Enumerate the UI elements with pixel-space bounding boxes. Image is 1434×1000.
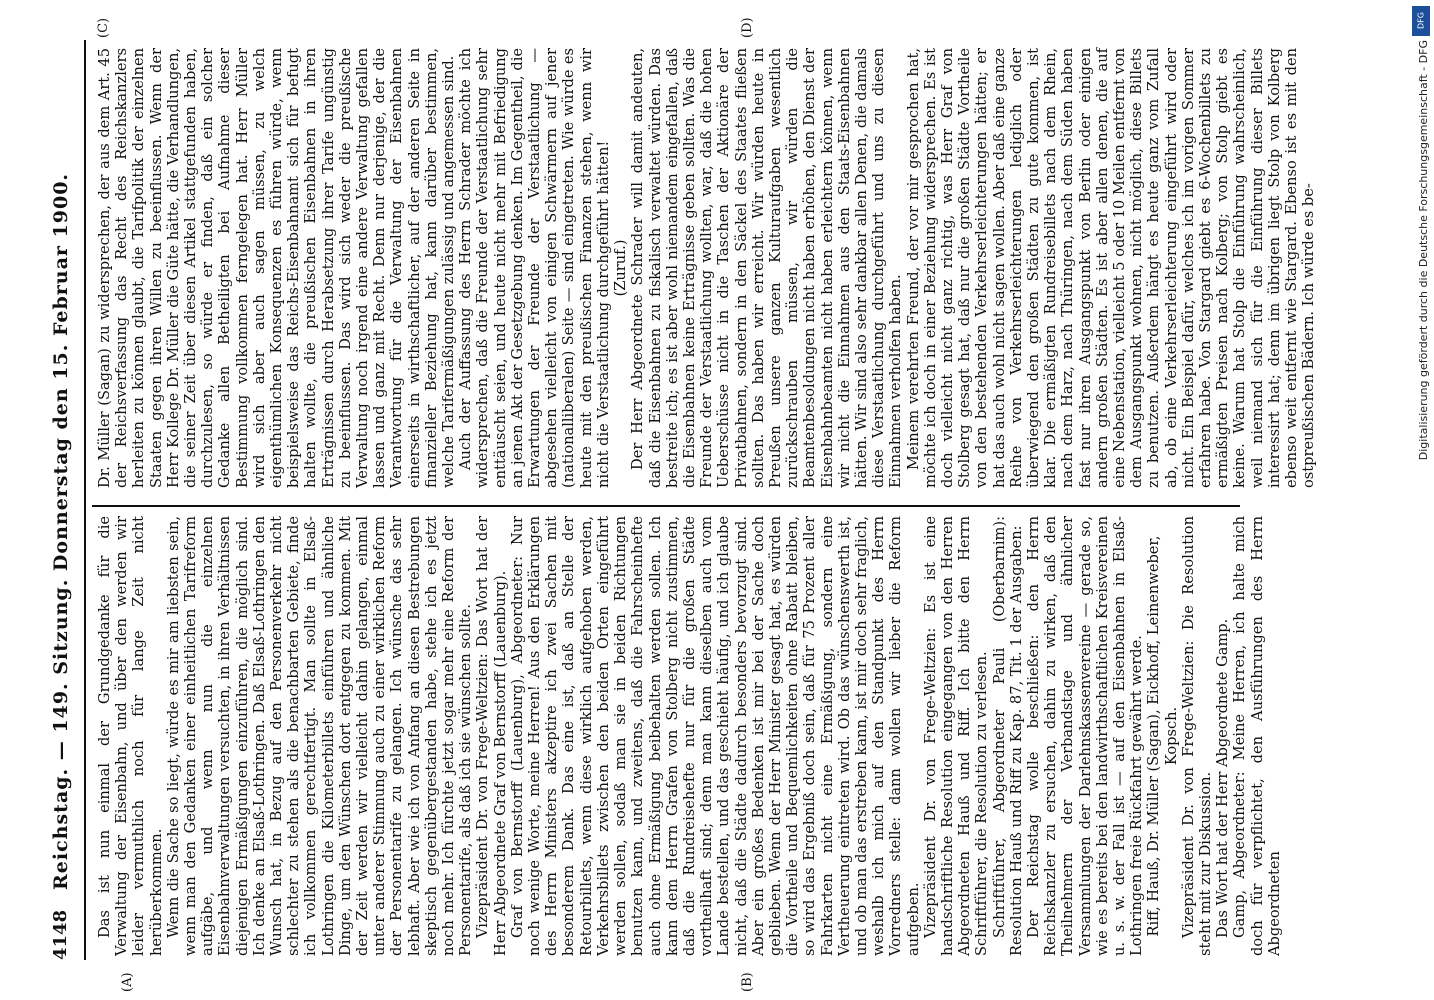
paragraph: Das ist nun einmal der Grundgedanke für die Verwaltung der Eisenbahn, und über den werden wir leider vermuthlich noch für lange Zeit nicht herüberkommen. <box>96 516 165 956</box>
header-rule <box>84 40 86 960</box>
dfg-logo: DFG <box>1412 6 1430 36</box>
resolution-text: Der Reichstag wolle beschließen: den Herrn Reichskanzler zu ersuchen, dahin zu wirken, daß den Theilnehmern der Verbandstage und ähnlicher Versammlungen der Darlehnskassenvereine — gerade so, wie es bereits bei den landwirthschaftlichen Kreisvereinen u. s. w. der Fall ist — auf den Eisenbahnen in Elsaß-Lothringen freie Rückfahrt gewährt werde. <box>1024 516 1146 956</box>
page-number: 4148 <box>50 909 71 960</box>
signatories: Riff, Hauß, Dr. Müller (Sagan), Eickhoff, Leinenweber, Kopsch. <box>1145 535 1180 937</box>
margin-marker-d: (D) <box>740 17 755 38</box>
right-column <box>96 48 1317 488</box>
credit-sidebar <box>1408 0 1434 1000</box>
paragraph: Dr. Müller (Sagan) zu widersprechen, der aus dem Art. 45 der Reichsverfassung das Recht des Reichskanzlers herleiten zu können glaubt, die Tarifpolitik der einzelnen Staaten gegen ihren Willen zu beeinflussen. Wenn der Herr Kollege Dr. Müller die Güte hätte, die Verhandlungen, die seiner Zeit über diesen Artikel stattgefunden haben, durchzulesen, so würde er finden, daß ein solcher Gedanke allen Betheiligten bei Aufnahme dieser Bestimmung vollkommen ferngelegen hat. Herr Müller wird sich aber auch sagen müssen, zu welch eigenthümlichen Konsequenzen es führen würde, wenn beispielsweise das Reichs-Eisenbahnamt sich für befugt halten wollte, die preußischen Eisenbahnen in ihren Erträgnissen durch Herabsetzung ihrer Tarife ungünstig zu beeinflussen. Das wird sich weder die preußische Verwaltung noch irgend eine andere Verwaltung gefallen lassen und ganz mit Recht. Denn nur derjenige, der die Verantwortung für die Verwaltung der Eisenbahnen einerseits in wirthschaftlicher, auf der anderen Seite in finanzieller Beziehung hat, kann darüber bestimmen, welche Tarifermäßigungen zulässig und angemessen sind. <box>96 48 458 488</box>
margin-marker-c: (C) <box>96 17 111 38</box>
paragraph: Das Wort hat der Herr Abgeordnete Gamp. <box>1214 618 1232 938</box>
margin-marker-b: (B) <box>740 972 755 992</box>
running-title: Reichstag. — 149. Sitzung. Donnerstag den 15. Februar 1900. <box>50 172 72 890</box>
paragraph: Wenn die Sache so liegt, würde es mir am liebsten sein, wenn man den Gedanken einer einheitlichen Tarifreform aufgäbe, und wenn nun die einzelnen Eisenbahnverwaltungen versuchten, in ihren Verhältnissen diejenigen Ermäßigungen einzuführen, die möglich sind. Ich denke an Elsaß-Lothringen. Daß Elsaß-Lothringen den Wunsch hat, in Bezug auf den Personenverkehr nicht schlechter zu stehen als die benachbarten Gebiete, finde ich vollkommen gerechtfertigt. Man sollte in Elsaß-Lothringen die Kilometerbillets einführen und ähnliche Dinge, um den Wünschen dort entgegen zu kommen. Mit der Zeit werden wir vielleicht dahin gelangen, einmal unter anderer Stimmung auch zu einer wirklichen Reform der Personentarife zu gelangen. Ich wünsche das sehr lebhaft. Aber wie ich von Anfang an diesen Bestrebungen skeptisch gegenübergestanden habe, stehe ich es jetzt noch mehr. Ich fürchte jetzt sogar mehr eine Reform der Personentarife, als daß ich sie wünschen sollte. <box>164 516 475 956</box>
paragraph: Schriftführer, Abgeordneter Pauli (Oberbarnim): Resolution Hauß und Riff zu Kap. 87, Tit. 1 der Ausgaben: <box>990 516 1025 956</box>
digitization-credit: Digitalisierung gefördert durch die Deutsche Forschungsgemeinschaft - DFG <box>1417 40 1430 461</box>
paragraph: Der Herr Abgeordnete Schrader will damit andeuten, daß die Eisenbahnen zu fiskalisch verwaltet würden. Das bestreite ich; es ist aber wohl niemandem eingefallen, daß die Eisenbahnen keine Erträgnisse geben sollten. Was die Freunde der Verstaatlichung wollten, war, daß die hohen Ueberschüsse nicht in die Taschen der Aktionäre der Privatbahnen, sondern in den Säckel des Staates fließen sollten. Das haben wir erreicht. Wir würden heute in Preußen unsere ganzen Kulturaufgaben wesentlich zurückschrauben müssen, wir würden die Beamtenbesoldungen nicht haben erhöhen, den Dienst der Eisenbahnbeamten nicht haben erleichtern können, wenn wir nicht die Einnahmen aus den Staats-Eisenbahnen hätten. Wir sind also sehr dankbar allen Denen, die damals diese Verstaatlichung durchgeführt und uns zu diesen Einnahmen verholfen haben. <box>629 48 905 488</box>
paragraph: Meinem verehrten Freund, der vor mir gesprochen hat, möchte ich doch in einer Beziehung widersprechen. Es ist doch vielleicht nicht ganz richtig, was Herr Graf von Stolberg gesagt hat, daß nur die großen Städte Vortheile von den bestehenden Verkehrserleichterungen hätten; er hat das auch wohl nicht sagen wollen. Aber daß eine ganze Reihe von Verkehrserleichterungen lediglich oder überwiegend den großen Städten zu gute kommen, ist klar. Die ermäßigten Rundreisebillets nach dem Rhein, nach dem Harz, nach Thüringen, nach dem Süden haben fast nur ihren Ausgangspunkt von Berlin oder einigen andern großen Städten. Es ist aber allen denen, die auf eine Nebenstation, vielleicht 5 oder 10 Meilen entfernt von dem Ausgangspunkt wohnen, nicht möglich, diese Billets zu benutzen. Außerdem hängt es heute ganz vom Zufall ab, ob eine Verkehrserleichterung eingeführt wird oder nicht. Ein Beispiel dafür, welches ich im vorigen Sommer erfahren habe. Von Stargard giebt es 6-Wochenbillets zu ermäßigten Preisen nach Kolberg; von Stolp giebt es keine. Warum hat Stolp die Einführung wahrscheinlich, weil niemand sich für die Einführung dieser Billets interessirt hat; denn im übrigen liegt Stolp von Kolberg ebenso weit entfernt wie Stargard. Ebenso ist es mit den ostpreußischen Bädern. Ich würde es be- <box>904 48 1318 488</box>
page-header <box>50 40 78 960</box>
paragraph: Graf von Bernstorff (Lauenburg), Abgeordneter: Nur noch wenige Worte, meine Herren! Aus den Erklärungen des Herrn Ministers akzeptire ich zwei Sachen mit besonderem Dank. Das eine ist, daß an Stelle der Retourbillets, wenn diese wirklich aufgehoben werden, Verkehrsbillets zwischen den beiden Orten eingeführt werden sollen, sodaß man sie in beiden Richtungen benutzen kann, und zweitens, daß die Fahrscheinhefte auch ohne Ermäßigung beibehalten werden sollen. Ich kann dem Herrn Grafen von Stolberg nicht zustimmen, daß die Rundreisehefte nur für die großen Städte vortheilhaft sind; denn man kann dieselben auch vom Lande bestellen, und das geschieht häufig, und ich glaube nicht, daß die Städte dadurch besonders bevorzugt sind. Aber ein großes Bedenken ist mir bei der Sache doch geblieben. Wenn der Herr Minister gesagt hat, es würden die Vortheile und Bequemlichkeiten ohne Rabatt bleiben, so wird das Ergebniß doch sein, daß für 75 Prozent aller Fahrkarten nicht eine Ermäßigung, sondern eine Vertheuerung eintreten wird. Ob das wünschenswerth ist, und ob man das erstreben kann, ist mir doch sehr fraglich, weshalb ich mich auf den Standpunkt des Herrn Vorredners stelle: dann wollen wir lieber die Reform aufgeben. <box>508 516 922 956</box>
paragraph: Gamp, Abgeordneter: Meine Herren, ich halte mich doch für verpflichtet, den Ausführungen des Herrn Abgeordneten <box>1231 516 1283 956</box>
column-divider <box>92 505 1240 507</box>
left-column <box>96 516 1283 956</box>
paragraph: Vizepräsident Dr. von Frege-Weltzien: Das Wort hat der Herr Abgeordnete Graf von Bernstorff (Lauenburg). <box>474 516 509 956</box>
paragraph: Vizepräsident Dr. von Frege-Weltzien: Es ist eine handschriftliche Resolution eingegangen von den Herren Abgeordneten Hauß und Riff. Ich bitte den Herrn Schriftführer, die Resolution zu verlesen. <box>921 516 991 956</box>
interjection: (Zuruf.) <box>612 239 630 297</box>
margin-marker-a: (A) <box>120 972 135 992</box>
paragraph: Auch der Auffassung des Herrn Schrader möchte ich widersprechen, daß die Freunde der Verstaatlichung sehr enttäuscht seien, und heute nicht mehr mit Befriedigung an jenen Akt der Gesetzgebung denken. Im Gegentheil, die Erwartungen der Freunde der Verstaatlichung — abgesehen vielleicht von einigen Schwärmern auf jener (nationalliberalen) Seite — sind eingetreten. Wie würde es heute mit den preußischen Finanzen stehen, wenn wir nicht die Verstaatlichung durchgeführt hätten! <box>457 48 612 488</box>
paragraph: Vizepräsident Dr. von Frege-Weltzien: Die Resolution steht mit zur Diskussion. <box>1179 516 1214 956</box>
